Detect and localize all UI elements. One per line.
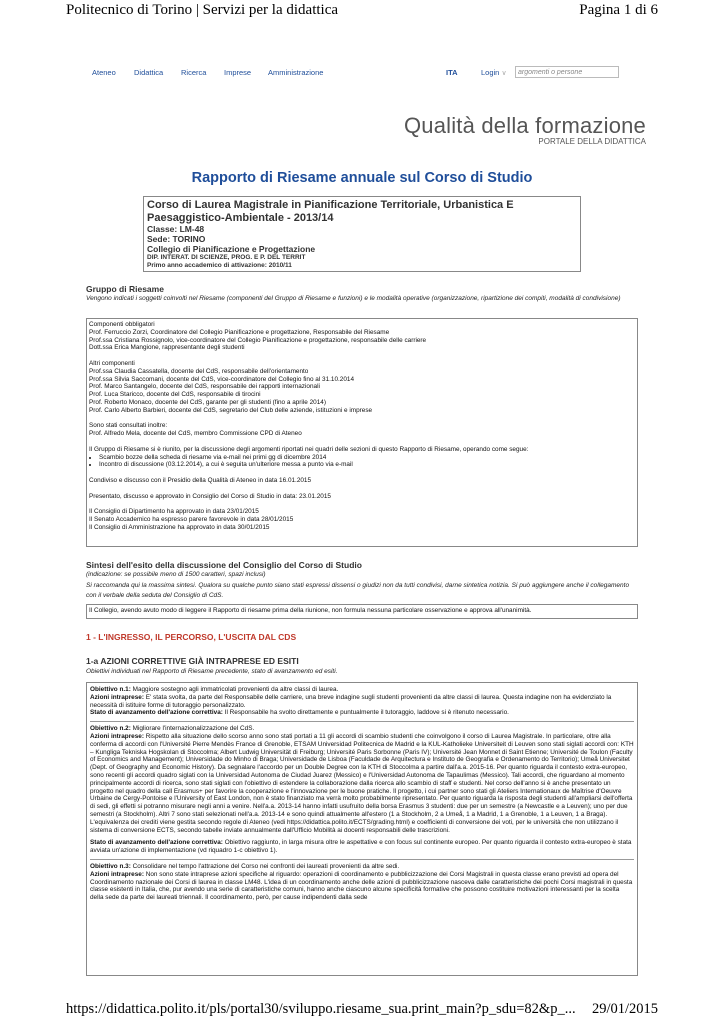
text-line: Prof. Roberto Monaco, docente del CdS, garante per gli studenti (fino a aprile 2014) [89, 398, 326, 406]
text-line: Prof. Luca Staricco, docente del CdS, responsabile di tirocini [89, 391, 261, 399]
text-line: Altri componenti [89, 359, 135, 367]
sintesi-box [86, 604, 638, 619]
gruppo-box [86, 318, 638, 547]
sintesi-text: Il Collegio, avendo avuto modo di leggere il Rapporto di riesame prima della riunione, non formula nessuna particolare osservazione e approva all'unanimità. [89, 607, 532, 614]
text-line: Il Senato Accademico ha espresso parere favorevole in data 28/01/2015 [89, 515, 294, 523]
sintesi-heading: Sintesi dell'esito della discussione del Consiglio del Corso di Studio [86, 560, 362, 570]
print-footer-url: https://didattica.polito.it/pls/portal30/sviluppo.riesame_sua.print_main?p_sdu=82&p_... [66, 1001, 576, 1017]
text-line [89, 438, 635, 446]
report-title: Rapporto di Riesame annuale sul Corso di Studio [191, 170, 533, 186]
divider [90, 721, 634, 722]
objective-1: Obiettivo n.1: Maggiore sostegno agli immatricolati provenienti da altre classi di laurea. Azioni intraprese: E' stata svolta, da parte del Responsabile delle carriere, una breve indagine sugli studenti provenienti da altre classi di laurea. Questa indagine non ha evidenziato la necessità di istituire forme di tutoraggio personalizzato. Stato di avanzamento dell'azione correttiva: Il Responsabile ha svolto direttamente e puntualmente il tutoraggio, laddove si è ritenuto necessario. [90, 686, 612, 717]
brand [404, 113, 646, 146]
nav-amministrazione[interactable]: Amministrazione [268, 68, 324, 77]
nav-imprese[interactable]: Imprese [224, 68, 252, 77]
text-line [89, 485, 635, 493]
text-line: Condiviso e discusso con il Presidio della Qualità di Ateneo in data 16.01.2015 [89, 476, 312, 484]
text-line [89, 500, 635, 508]
print-header-page: Pagina 1 di 6 [579, 2, 658, 18]
section-1a-heading: 1-a AZIONI CORRETTIVE GIÀ INTRAPRESE ED ESITI [86, 656, 299, 666]
text-line: Prof.ssa Claudia Cassatella, docente del CdS, responsabile dell'orientamento [89, 367, 309, 375]
nav-ateneo[interactable]: Ateneo [92, 68, 116, 77]
text-line [89, 352, 635, 360]
text-line: Prof. Carlo Alberto Barbieri, docente del CdS, segretario del Club delle aziende, istituzioni e imprese [89, 406, 373, 414]
text-line: Prof.ssa Silvia Saccomani, docente del CdS, vice-coordinatore del Collegio fino al 31.10.2014 [89, 375, 355, 383]
gruppo-section [86, 284, 638, 305]
top-nav [0, 68, 724, 82]
text-line: Prof. Alfredo Mela, docente del CdS, membro Commissione CPD di Ateneo [89, 430, 302, 438]
section-1a-description: Obiettivi individuati nel Rapporto di Riesame precedente, stato di avanzamento ed esiti. [86, 668, 338, 675]
text-line: Presentato, discusso e approvato in Consiglio del Corso di Studio in data: 23.01.2015 [89, 492, 331, 500]
brand-title: Qualità della formazione [403, 113, 646, 138]
course-collegio: Collegio di Pianificazione e Progettazione [147, 244, 316, 254]
login-link[interactable] [481, 68, 507, 77]
divider [90, 859, 634, 860]
course-dipartimento: DIP. INTERAT. DI SCIENZE, PROG. E P. DEL TERRIT [147, 254, 306, 261]
text-line: Componenti obbligatori [89, 321, 155, 328]
nav-ricerca[interactable]: Ricerca [181, 68, 207, 77]
text-line: Sono stati consultati inoltre: [89, 422, 168, 430]
sintesi-section [86, 560, 638, 602]
gruppo-description: Vengono indicati i soggetti coinvolti nel Riesame (componenti del Gruppo di Riesame e funzioni) e le modalità operative (organizzazione, ripartizione dei compiti, modalità di condivisione) [86, 295, 621, 302]
chevron-down-icon: ∨ [501, 70, 507, 77]
course-classe: Classe: LM-48 [147, 224, 205, 234]
gruppo-heading: Gruppo di Riesame [86, 284, 164, 294]
search-input[interactable]: argomenti o persone [515, 66, 619, 78]
text-line: Il Gruppo di Riesame si è riunito, per la discussione degli argomenti riportati nei quadri delle sezioni di questo Rapporto di Riesame, operando come segue: [89, 445, 529, 453]
text-line: Prof. Marco Santangelo, docente del CdS, responsabile dei rapporti internazionali [89, 383, 320, 391]
text-line: Il Consiglio di Dipartimento ha approvato in data 23/01/2015 [89, 508, 259, 516]
course-box [143, 196, 581, 272]
course-anno: Primo anno accademico di attivazione: 2010/11 [147, 262, 292, 269]
nav-didattica[interactable]: Didattica [134, 68, 164, 77]
text-line: Prof. Ferruccio Zorzi, Coordinatore del Collegio Pianificazione e progettazione, Responsabile del Riesame [89, 328, 390, 336]
gruppo-lines-a [89, 321, 635, 454]
course-name: Corso di Laurea Magistrale in Pianificazione Territoriale, Urbanistica E Paesaggistico-Ambientale - 2013/14 [147, 199, 514, 224]
print-header [0, 0, 724, 24]
section-1-heading: 1 - L'INGRESSO, IL PERCORSO, L'USCITA DAL CDS [86, 632, 297, 642]
sintesi-description: Si raccomanda qui la massima sintesi. Qualora su qualche punto siano stati espressi dissensi o giudizi non da tutti condivisi, darne sintetica notizia. Si può aggiungere anche il collegamento con il verbale della seduta del Consiglio di CdS. [86, 581, 630, 599]
text-line: Dott.ssa Erica Mangione, rappresentante degli studenti [89, 344, 245, 352]
text-line [89, 415, 635, 423]
objective-2: Obiettivo n.2: Migliorare l'internazionalizzazione del CdS. Azioni intraprese: Rispetto alla situazione dello scorso anno sono stati portati a 11 gli accordi di scambio studenti che coinvolgono il corso di Laurea Magistrale. In particolare, oltre alla conferma di accordi con l'Université Pierre Mendès France di Grenoble, ETSAM Universidad Politecnica de Madrid e la KUL-Katholieke Universiteit di Leuven sono stati siglati accordi con: KTH – Kungliga Tekniska Hogskolan di Stoccolma; Albert Ludwig Universität di Freiburg; Université Paris Sorbonne (Paris IV); Université Jean Monnet di Saint Etienne; Université de Toulon (Faculty of Economics and Management); Universidade do Minho di Braga; Universidade de Lisboa (Faculdade de Arquitectura e Instituto de Geografia e Ordenamento do Territorio); Umeå Universitet (Dept. of Geography and Economic History). Da segnalare l'accordo per un Double Degree con la KTH di Stoccolma a partire dall'a.a. 2015-16. Per quanto riguarda il contesto extra-europeo, sono recenti gli accordi quadro siglati con la Universidad Autonoma de Ciudad Juarez (Messico) e l'Universidad Autonoma de Tapaulimas (Messico). Tali accordi, che riguardano al momento principalmente accordi di ricerca, sono stati siglati con l'obiettivo di estendere la collaborazione dalla ricerca allo scambio di staff e studenti. Nel corso dell'anno si è anche presentato un progetto nel quadro della call Erasmus+ per favorire la cooperazione e l'innovazione per le buone pratiche. Il progetto, i cui partner sono stati gli Ateliers Internationaux de Maîtrise d'Oeuvre Urbaine de Cergy-Pontoise e l'University of East London, non è stato finanziato ma verrà molto probabilmente ripresentato. Per quanto riguarda la risposta degli studenti all'ampliarsi dell'offerta di sedi, gli effetti si potranno misurare negli anni a venire. Nell'a.a. 2013-14 hanno infatti usufruito della borsa Erasmus 3 studenti: due per un semestre (a Newcastle e a Leuven); uno per due semestri (a Stockholm). Altri 7 sono stati selezionati nell'a.a. 2013-14 e sono quindi attualmente all'estero (1 a Stockholm, 2 a Umeå, 1 a Madrid, 1 a Grenoble, 1 a Leuven, 1 a Braga). L'equivalenza dei crediti viene gestita secondo regole di Ateneo (vedi https://didattica.polito.it/ECTS/grading.html) e coefficienti di conversione dei voti, per le università che non utilizzano il sistema di conversione ECTS, secondo tabelle inviate annualmente dall'Ufficio Mobilità ai docenti responsabili delle trascrizioni. Stato di avanzamento dell'azione correttiva: Obiettivo raggiunto, in larga misura oltre le aspettative e con focus sul continente europeo. Per quanto riguarda il contesto extra-europeo è stata avviata un'azione di implementazione (vd riquadro 1-c obiettivo 1). [90, 725, 634, 855]
objectives-box [86, 682, 638, 976]
text-line: Prof.ssa Cristiana Rossignolo, vice-coordinatore del Collegio Pianificazione e progettazione, responsabile delle carriere [89, 336, 427, 344]
list-item: • Scambio bozze della scheda di riesame via e-mail nei primi gg di dicembre 2014 [99, 454, 635, 462]
print-footer-date: 29/01/2015 [591, 1001, 658, 1017]
course-sede: Sede: TORINO [147, 234, 206, 244]
list-item: • Incontro di discussione (03.12.2014), a cui è seguita un'ulteriore messa a punto via e-mail [99, 461, 635, 469]
text-line [89, 469, 635, 477]
objective-3: Obiettivo n.3: Consolidare nel tempo l'attrazione del Corso nei confronti dei laureati provenienti da altre sedi. Azioni intraprese: Non sono state intraprese azioni specifiche al riguardo: operazioni di coordinamento e pubblicizzazione dei Corsi Magistrali in questa classe erano previsti ad opera del Coordinamento nazionale dei Corsi di laurea in classe LM48. L'idea di un coordinamento anche delle azioni di pubblicizzazione nasceva dalle caratteristiche dei pochi Corsi magistrali in questa classe esistenti in Italia, che, pur avendo una serie di caratteristiche comuni, hanno anche ciascuno alcune specificità formative che possono costituire motivazioni interessanti per la scelta della sede da parte dei laureati triennali. Il coordinamento, però, per cause indipendenti dalla sede [90, 862, 633, 902]
brand-subtitle: PORTALE DELLA DIDATTICA [538, 137, 646, 146]
language-switch[interactable]: ITA [446, 68, 458, 77]
sintesi-note: (indicazione: se possibile meno di 1500 caratteri, spazi inclusi) [86, 571, 266, 578]
gruppo-lines-b [89, 469, 635, 531]
text-line: Il Consiglio di Amministrazione ha approvato in data 30/01/2015 [89, 523, 270, 531]
login-label: Login [481, 68, 500, 77]
print-footer [0, 1000, 724, 1024]
print-header-left: Politecnico di Torino | Servizi per la didattica [66, 2, 339, 18]
